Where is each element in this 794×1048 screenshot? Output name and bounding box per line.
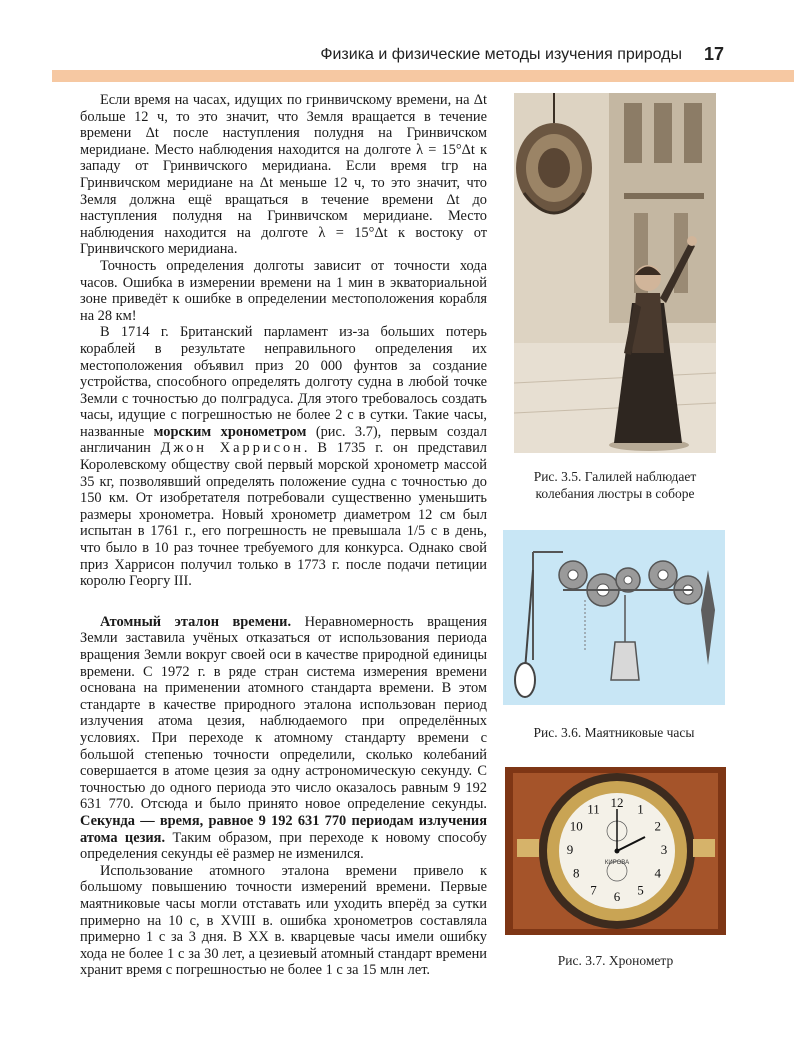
paragraph-precision-history: Использование атомного эталона времени привело к большому повышению точности измерений времени. Первые маятниковые часы могли отставать или уходить вперёд за сутки примерно на 10 с, в XVIII в. ошибка хронометров составляла примерно 1 с за 3 дня. В XX в. кварцевые часы имели ошибку хода не более 1 с за 30 лет, а цезиевый атомный стандарт времени хранит время с погрешностью не более 1 с за 15 млн лет. (80, 862, 487, 979)
header-bar (52, 70, 794, 82)
running-title: Физика и физические методы изучения природы (320, 46, 682, 63)
paragraph-longitude: Если время на часах, идущих по гринвичскому времени, на Δt больше 12 ч, то это значит, что Земля вращается в течение времени Δt после наступления полудня на Гринвичском меридиане. Место наблюдения находится на долготе λ = 15°Δt к западу от Гринвичского меридиана. Если время tгр на Гринвичском меридиане на Δt меньше 12 ч, то это значит, что Земля должна ещё вращаться в течение времени Δt до наступления полудня на Гринвичском меридиане. Место наблюдения находится на долготе λ = 15°Δt к востоку от Гринвичского меридиана. (80, 92, 487, 258)
person-name: Джон Харрисон (160, 440, 304, 457)
main-text (80, 92, 487, 979)
dial-number: 2 (654, 818, 661, 834)
pendulum-clock-illustration (503, 530, 725, 705)
dial-number: 9 (566, 841, 574, 857)
dial-number: 7 (590, 882, 597, 898)
figure-pendulum-caption: Рис. 3.6. Маятниковые часы (533, 725, 695, 740)
dial-number: 5 (637, 882, 644, 898)
galileo-illustration (514, 93, 716, 453)
page-header (0, 0, 794, 70)
term-marine-chronometer: морским хронометром (153, 423, 307, 440)
dial-number: 6 (613, 888, 621, 904)
paragraph-atomic-standard: Атомный эталон времени. Неравномерность вращения Земли заставила учёных отказаться от использования периода вращения Земли вокруг своей оси в качестве природной единицы времени. С 1972 г. в ряде стран система измерения времени основана на применении атомного стандарта времени. В этом стандарте в качестве природного эталона использован период излучения атома цезия, наблюдаемого при определённых условиях. При переходе к атомному стандарту времени с большой степенью точности определили, сколько колебаний совершается в атоме цезия за одну астрономическую секунду. С точностью до одного периода это число оказалось равным 9 192 631 770. Отсюда и было принято новое определение секунды. Секунда — время, равное 9 192 631 770 периодам излучения атома цезия. Таким образом, при переходе к новому способу определения секунды её размер не изменился. (80, 613, 488, 863)
dial-number: 10 (569, 818, 583, 834)
paragraph-accuracy: Точность определения долготы зависит от точности хода часов. Ошибка в измерении времени на 1 мин в экваториальной зоне приведёт к ошибке в определении местоположения корабля на 28 км! (80, 257, 487, 324)
dial-number: 1 (637, 801, 644, 817)
dial-number: 12 (610, 794, 624, 810)
paragraph-chronometer: В 1714 г. Британский парламент из-за больших потерь кораблей в результате неправильного определения их местоположения объявил приз 20 000 фунтов за создание устройства, способного определять долготу судна в любой точке Земли с точностью до полградуса. Для этого требовалось создать часы, идущие с погрешностью не более 2 с в сутки. Такие часы, названные морским хронометром (рис. 3.7), первым создал англичанин Джон Харрисон. В 1735 г. он представил Королевскому обществу свой первый морской хронометр массой 35 кг, позволявший определять положение судна с точностью до 150 км. От изобретателя потребовали существенно уменьшить размеры хронометра. Новый хронометр диаметром 12 см был испытан в 1761 г., его погрешность не превышала 1/5 с в день, что было в 10 раз точнее требуемого для конкурса. Однако свой приз Харрисон получил только в 1773 г. после подачи петиции королю Георгу III. (80, 324, 487, 590)
dial-number: 11 (587, 801, 600, 817)
figure-galileo (514, 93, 716, 453)
figure-pendulum-clock (503, 530, 725, 705)
dial-brand: КИРОВА (604, 860, 630, 866)
dial-number: 4 (654, 865, 661, 881)
figure-galileo-caption: Рис. 3.5. Галилей наблюдает колебания люстры в соборе (533, 469, 697, 501)
figure-chronometer (505, 767, 726, 935)
dial-number: 8 (573, 865, 580, 881)
figure-chronometer-caption: Рис. 3.7. Хронометр (557, 953, 674, 968)
dial-number: 3 (660, 841, 668, 857)
section-heading: Атомный эталон времени. (100, 613, 292, 630)
chronometer-illustration (505, 767, 726, 935)
definition-second: Секунда — время, равное 9 192 631 770 периодам излучения атома цезия. (80, 812, 487, 846)
page-number: 17 (703, 44, 724, 64)
